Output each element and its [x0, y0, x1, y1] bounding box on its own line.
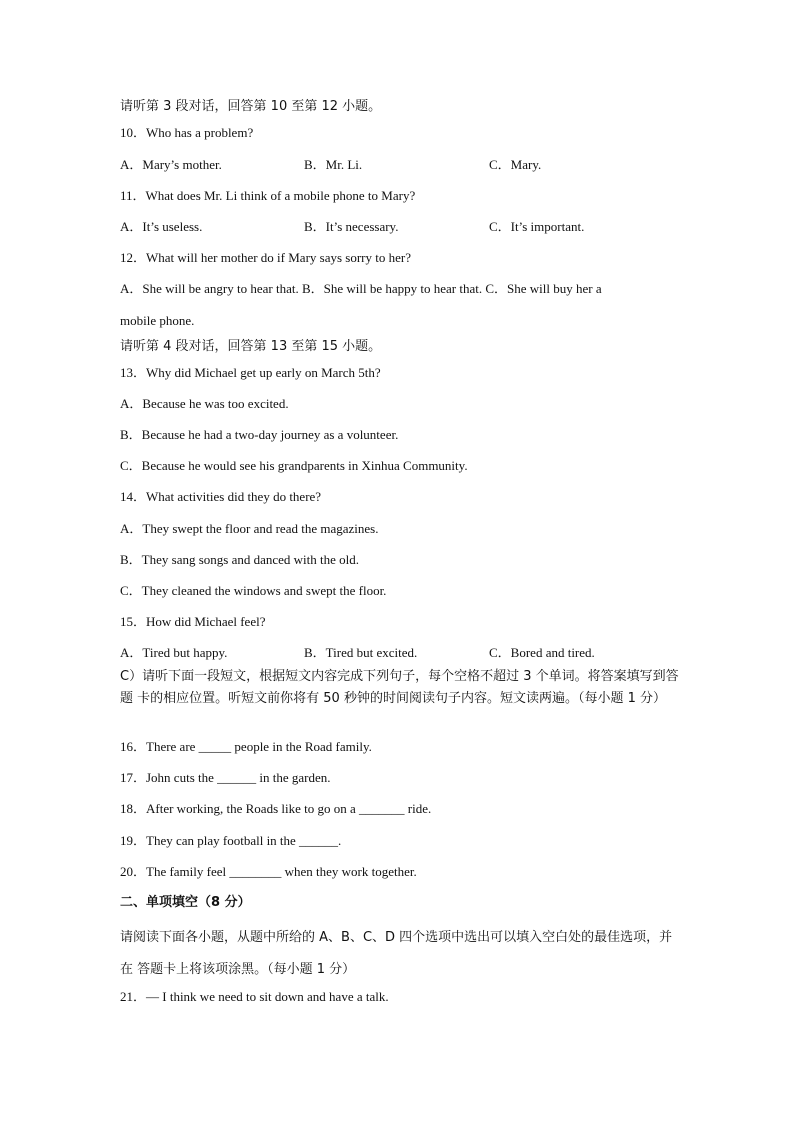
question-11-option-b: B．It’s necessary. — [304, 219, 399, 234]
question-14-option-b: B．They sang songs and danced with the old. — [120, 552, 360, 567]
question-10-option-b: B．Mr. Li. — [304, 157, 363, 172]
question-10-stem: 10．Who has a problem? — [120, 125, 254, 140]
question-16: 16．There are _____ people in the Road family. — [120, 739, 372, 754]
question-15-option-b: B．Tired but excited. — [304, 645, 418, 660]
question-13-option-c: C．Because he would see his grandparents in Xinhua Community. — [120, 458, 468, 473]
question-21-stem: 21．— I think we need to sit down and have a talk. — [120, 989, 389, 1004]
section-3-intro: 请听第 3 段对话，回答第 10 至第 12 小题。 — [120, 99, 382, 114]
section-2-title: 二、单项填空（8 分） — [120, 895, 251, 910]
question-13-option-b: B．Because he had a two-day journey as a volunteer. — [120, 427, 399, 442]
part-c-instructions: C）请听下面一段短文，根据短文内容完成下列句子，每个空格不超过 3 个单词。将答案填写到答题 卡的相应位置。听短文前你将有 50 秒钟的时间阅读句子内容。短文读两遍。（每小题 1 分） — [120, 669, 679, 706]
section-4-intro: 请听第 4 段对话，回答第 13 至第 15 小题。 — [120, 339, 382, 354]
question-18: 18．After working, the Roads like to go on a _______ ride. — [120, 801, 432, 816]
question-12-options-line-1: A．She will be angry to hear that. B．She will be happy to hear that. C．She will buy her a — [120, 281, 602, 296]
question-11-stem: 11．What does Mr. Li think of a mobile phone to Mary? — [120, 188, 416, 203]
question-12-options-line-2: mobile phone. — [120, 313, 195, 328]
question-11-option-a: A．It’s useless. — [120, 219, 203, 234]
question-13-stem: 13．Why did Michael get up early on March 5th? — [120, 365, 381, 380]
question-15-option-a: A．Tired but happy. — [120, 645, 228, 660]
question-12-stem: 12．What will her mother do if Mary says sorry to her? — [120, 250, 411, 265]
section-2-instructions: 请阅读下面各小题，从题中所给的 A、B、C、D 四个选项中选出可以填入空白处的最佳选项，并在 答题卡上将该项涂黑。（每小题 1 分） — [120, 930, 673, 977]
question-20: 20．The family feel ________ when they work together. — [120, 864, 417, 879]
question-14-stem: 14．What activities did they do there? — [120, 489, 322, 504]
question-17: 17．John cuts the ______ in the garden. — [120, 770, 331, 785]
question-19: 19．They can play football in the ______. — [120, 833, 342, 848]
question-14-option-a: A．They swept the floor and read the magazines. — [120, 521, 379, 536]
question-10-option-a: A．Mary’s mother. — [120, 157, 222, 172]
question-10-option-c: C．Mary. — [489, 157, 542, 172]
question-14-option-c: C．They cleaned the windows and swept the floor. — [120, 583, 387, 598]
question-15-stem: 15．How did Michael feel? — [120, 614, 266, 629]
question-13-option-a: A．Because he was too excited. — [120, 396, 289, 411]
question-15-option-c: C．Bored and tired. — [489, 645, 595, 660]
question-11-option-c: C．It’s important. — [489, 219, 585, 234]
